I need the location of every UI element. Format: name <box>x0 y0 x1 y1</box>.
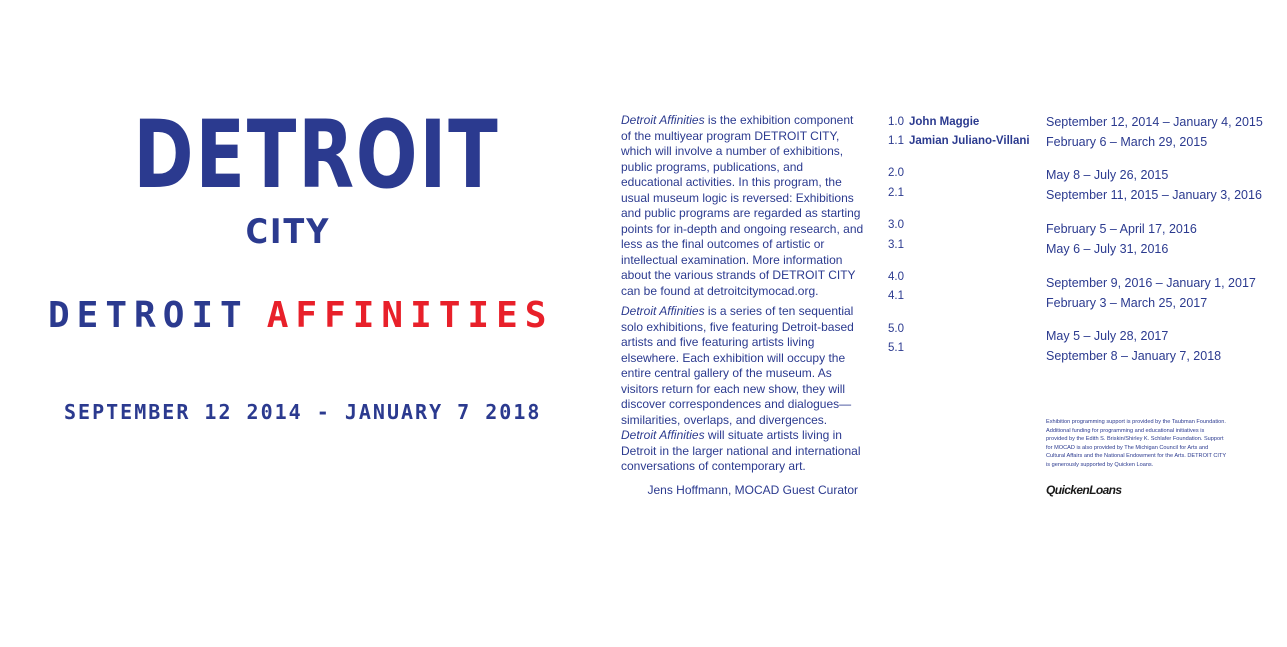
italic-title: Detroit Affinities <box>621 304 705 318</box>
exhibition-title <box>48 294 554 338</box>
title-detroit: DETROIT <box>133 101 500 210</box>
schedule-dates: February 5 – April 17, 2016 <box>1046 222 1197 236</box>
description-paragraph-1 <box>621 113 865 299</box>
italic-title: Detroit Affinities <box>621 113 705 127</box>
schedule-dates: September 9, 2016 – January 1, 2017 <box>1046 276 1256 290</box>
schedule-number: 3.0 <box>888 219 904 231</box>
schedule-dates: September 11, 2015 – January 3, 2016 <box>1046 188 1262 202</box>
schedule-dates: May 5 – July 28, 2017 <box>1046 329 1169 343</box>
schedule-dates: May 6 – July 31, 2016 <box>1046 242 1169 256</box>
exhibition-date-range: SEPTEMBER 12 2014 - JANUARY 7 2018 <box>64 400 542 424</box>
italic-title: Detroit Affinities <box>621 428 705 442</box>
schedule-dates: September 8 – January 7, 2018 <box>1046 349 1222 363</box>
description-paragraph-2 <box>621 304 865 475</box>
schedule-number: 4.1 <box>888 290 904 302</box>
schedule-artist: John Maggie <box>909 116 980 128</box>
schedule-number: 5.1 <box>888 342 904 354</box>
paragraph-text: will situate artists living in Detroit in the larger national and international conversations of contemporary art. <box>621 428 861 473</box>
funding-credits: Exhibition programming support is provided by the Taubman Foundation. Additional funding for programming and educational initiatives is provided by the Edith S. Briskin/Shirley K. Schlafer Foundation. Support for MOCAD is also provided by The Michigan Council for Arts and Cultural Affairs and the National Endowment for the Arts. DETROIT CITY is generously supported by Quicken Loans. <box>1046 419 1227 468</box>
schedule-number: 1.1 <box>888 135 904 147</box>
schedule-number: 2.1 <box>888 187 904 199</box>
curator-credit: Jens Hoffmann, MOCAD Guest Curator <box>647 483 858 497</box>
schedule-dates: February 6 – March 29, 2015 <box>1046 135 1208 149</box>
schedule-dates: February 3 – March 25, 2017 <box>1046 296 1208 310</box>
exhibition-title-part1: DETROIT <box>48 295 249 336</box>
paragraph-text: is a series of ten sequential solo exhibitions, five featuring Detroit-based artists and five featuring artists living elsewhere. Each exhibition will occupy the entire central gallery of the museum. As visitors return for each new show, they will discover correspondences and dialogues—similarities, overlaps, and divergences. <box>621 304 854 427</box>
schedule-number: 5.0 <box>888 323 904 335</box>
schedule-number: 3.1 <box>888 239 904 251</box>
description <box>621 113 865 480</box>
quicken-loans-logo: QuickenLoans <box>1046 483 1122 497</box>
title-city: CITY <box>245 212 331 252</box>
schedule-number: 4.0 <box>888 271 904 283</box>
schedule-dates: May 8 – July 26, 2015 <box>1046 168 1169 182</box>
paragraph-text: is the exhibition component of the multiyear program DETROIT CITY, which will involve a number of exhibitions, public programs, publications, and educational activities. In this program, the usual museum logic is reversed: Exhibitions and public programs are regarded as starting points for in-depth and ongoing research, and less as the final outcomes of artistic or intellectual examination. More information about the various strands of DETROIT CITY can be found at detroitcitymocad.org. <box>621 113 864 298</box>
schedule-number: 2.0 <box>888 167 904 179</box>
schedule-dates: September 12, 2014 – January 4, 2015 <box>1046 115 1263 129</box>
exhibition-title-part2: AFFINITIES <box>266 295 554 336</box>
schedule-artist: Jamian Juliano-Villani <box>909 135 1030 147</box>
schedule-number: 1.0 <box>888 116 904 128</box>
